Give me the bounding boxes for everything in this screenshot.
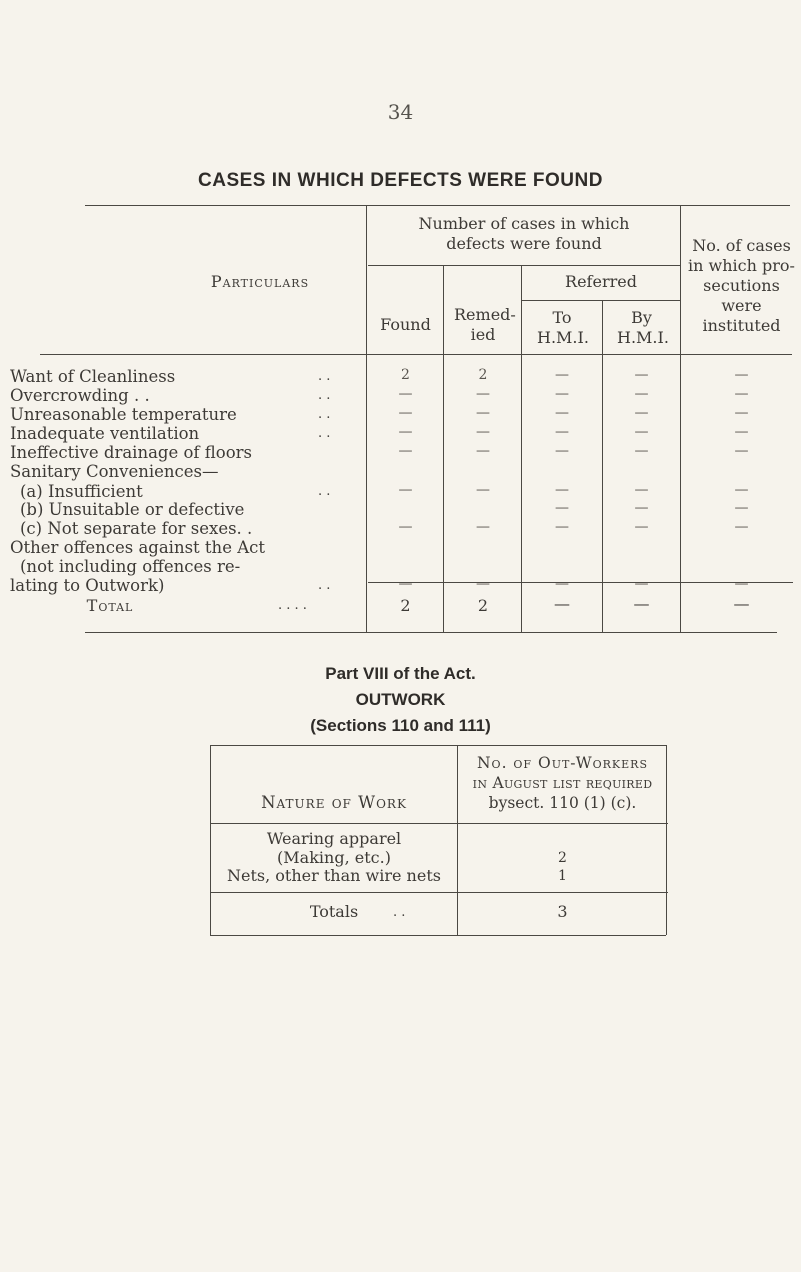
cell-found: —: [398, 519, 413, 535]
total-found: 2: [400, 596, 411, 615]
outwork-total-leader: . .: [393, 905, 406, 920]
cell-found: —: [398, 386, 413, 402]
col-header-prosecutions: No. of cases in which pro- secutions were instituted: [688, 236, 795, 335]
cell-by-hmi: —: [634, 500, 649, 516]
cell-remedied: —: [476, 424, 490, 440]
cell-to-hmi: —: [555, 482, 569, 498]
outwork-total-value: 3: [557, 902, 568, 921]
row-leader: . .: [318, 407, 331, 422]
table-bottom-rule: [85, 632, 777, 633]
cell-prosecutions: —: [734, 576, 749, 592]
cell-prosecutions: —: [734, 519, 749, 535]
cell-by-hmi: —: [634, 424, 649, 440]
table-top-rule: [85, 205, 790, 206]
col-header-found: Found: [380, 315, 431, 334]
cell-to-hmi: —: [555, 500, 569, 516]
col-header-number-of-cases: Number of cases in which defects were found: [418, 214, 630, 253]
outwork-bottom-rule: [210, 935, 666, 936]
cell-remedied: —: [476, 576, 490, 592]
col-header-nature-of-work: Nature of Work: [261, 793, 407, 812]
col-header-referred: Referred: [565, 272, 637, 291]
outwork-row-label: (Making, etc.): [277, 848, 391, 867]
header-rule-referred: [522, 300, 680, 301]
cell-found: —: [398, 443, 413, 459]
cell-remedied: —: [476, 386, 490, 402]
col-header-outworkers-line1: No. of Out-Workers: [476, 754, 648, 772]
row-label: Unreasonable temperature: [10, 405, 237, 424]
col-header-outworkers-line2: in August list required: [472, 774, 653, 792]
row-label: Want of Cleanliness: [10, 367, 176, 386]
cell-by-hmi: —: [634, 367, 649, 383]
sections-heading: (Sections 110 and 111): [310, 716, 491, 735]
cell-by-hmi: —: [634, 405, 649, 421]
row-label: Inadequate ventilation: [10, 424, 200, 443]
outwork-top-rule: [210, 745, 666, 746]
cell-prosecutions: —: [734, 500, 749, 516]
page-number: 34: [387, 100, 414, 124]
outwork-header-rule: [210, 823, 668, 824]
total-prosecutions: —: [733, 594, 750, 613]
row-label: (a) Insufficient: [20, 482, 143, 501]
row-label: Overcrowding . .: [10, 386, 150, 405]
cell-remedied: —: [476, 482, 490, 498]
total-to-hmi: —: [554, 594, 570, 613]
col-header-to-hmi: To H.M.I.: [537, 308, 589, 347]
total-remedied: 2: [477, 596, 489, 615]
cell-to-hmi: —: [555, 367, 569, 383]
cell-to-hmi: —: [555, 405, 569, 421]
cell-prosecutions: —: [734, 443, 749, 459]
outwork-row-label: Nets, other than wire nets: [227, 866, 441, 885]
col-rule-2: [443, 265, 444, 632]
cell-to-hmi: —: [555, 424, 569, 440]
cell-found: 2: [401, 367, 410, 383]
outwork-right-rule: [666, 745, 667, 935]
cell-found: —: [398, 424, 413, 440]
cell-prosecutions: —: [734, 424, 749, 440]
outwork-mid-rule: [457, 745, 458, 935]
outwork-row-label: Wearing apparel: [266, 829, 402, 848]
total-by-hmi: —: [633, 594, 650, 613]
cell-remedied: 2: [478, 367, 488, 383]
outwork-row-value: 1: [558, 868, 567, 884]
row-label: (not including offences re-: [20, 557, 241, 576]
col-header-outworkers-line3: bysect. 110 (1) (c).: [488, 794, 637, 812]
header-rule-mid: [368, 265, 680, 266]
row-leader: . .: [318, 426, 331, 441]
row-leader: . .: [318, 369, 331, 384]
cell-remedied: —: [476, 443, 490, 459]
cell-by-hmi: —: [634, 482, 649, 498]
cell-prosecutions: —: [734, 482, 749, 498]
col-header-by-hmi: By H.M.I.: [617, 308, 669, 347]
outwork-left-rule: [210, 745, 211, 935]
cell-by-hmi: —: [634, 443, 649, 459]
row-label: Other offences against the Act: [10, 538, 265, 557]
outwork-total-top-rule: [210, 892, 668, 893]
row-label: Sanitary Conveniences—: [10, 462, 219, 481]
cell-by-hmi: —: [634, 519, 649, 535]
cell-to-hmi: —: [555, 386, 569, 402]
cell-found: —: [398, 405, 413, 421]
outwork-total-label: Totals: [309, 902, 359, 921]
cell-to-hmi: —: [555, 519, 569, 535]
outwork-row-value: 2: [558, 850, 567, 866]
col-header-particulars: Particulars: [210, 272, 310, 291]
total-label: Total: [86, 596, 134, 615]
page-heading: CASES IN WHICH DEFECTS WERE FOUND: [198, 170, 603, 191]
cell-remedied: —: [476, 405, 490, 421]
cell-by-hmi: —: [634, 386, 649, 402]
cell-by-hmi: —: [634, 576, 649, 592]
row-leader: . .: [318, 484, 331, 499]
cell-prosecutions: —: [734, 405, 749, 421]
cell-prosecutions: —: [734, 386, 749, 402]
row-label: lating to Outwork): [10, 576, 165, 595]
row-label: Ineffective drainage of floors: [10, 443, 252, 462]
total-leader: . . . .: [278, 598, 307, 613]
cell-found: —: [398, 576, 413, 592]
cell-to-hmi: —: [555, 443, 569, 459]
cell-to-hmi: —: [555, 576, 569, 592]
row-leader: . .: [318, 388, 331, 403]
row-label: (c) Not separate for sexes. .: [20, 519, 253, 538]
col-rule-5: [680, 205, 681, 632]
cell-remedied: —: [476, 519, 490, 535]
outwork-heading: OUTWORK: [355, 690, 446, 709]
row-leader: . .: [318, 578, 331, 593]
col-rule-1: [366, 205, 367, 632]
cell-prosecutions: —: [734, 367, 749, 383]
row-label: (b) Unsuitable or defective: [20, 500, 245, 519]
part-heading: Part VIII of the Act.: [325, 664, 476, 683]
cell-found: —: [398, 482, 413, 498]
col-header-remedied: Remed- ied: [454, 305, 516, 344]
